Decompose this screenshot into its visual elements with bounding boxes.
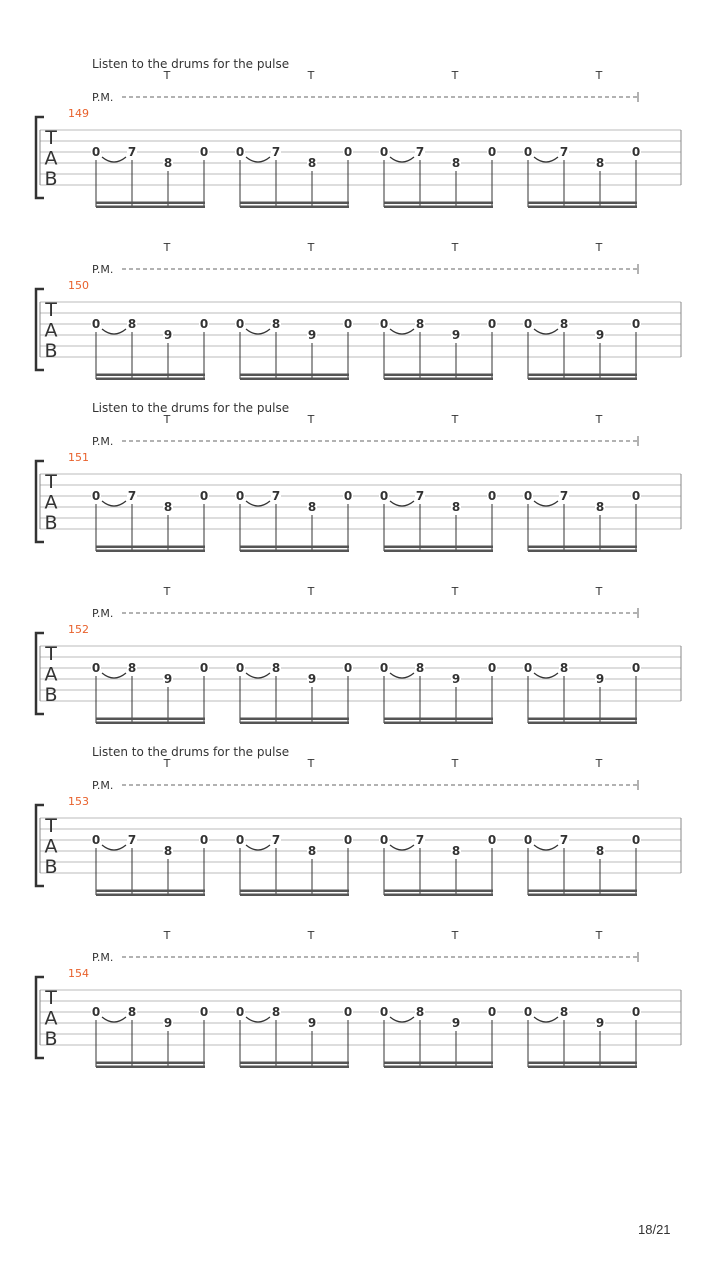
tab-clef-letter: T: [45, 471, 57, 493]
beam: [384, 894, 493, 897]
slur: [390, 673, 414, 678]
fret-number: 0: [199, 489, 209, 503]
fret-number: 0: [631, 317, 641, 331]
fret-number: 8: [595, 500, 605, 514]
fret-number: 7: [127, 489, 137, 503]
slur: [102, 1017, 126, 1022]
fret-number: 0: [487, 489, 497, 503]
fret-number: 8: [271, 661, 281, 675]
beam: [384, 1066, 493, 1069]
fret-number: 9: [307, 672, 317, 686]
beam: [240, 378, 349, 381]
fret-number: 0: [631, 489, 641, 503]
fret-number: 0: [523, 317, 533, 331]
fret-number: 0: [379, 833, 389, 847]
tab-clef-letter: A: [44, 663, 58, 686]
beam: [528, 890, 637, 893]
fret-number: 0: [199, 317, 209, 331]
fret-number: 7: [271, 833, 281, 847]
slur: [102, 329, 126, 334]
tab-clef-letter: B: [44, 684, 58, 706]
slur: [102, 157, 126, 162]
slur: [390, 157, 414, 162]
fret-number: 8: [415, 661, 425, 675]
annotation-text: Listen to the drums for the pulse: [92, 401, 290, 415]
fret-number: 0: [379, 661, 389, 675]
fret-number: 7: [415, 489, 425, 503]
fret-number: 8: [163, 844, 173, 858]
beam: [96, 722, 205, 725]
beam: [96, 206, 205, 209]
fret-number: 0: [379, 1005, 389, 1019]
fret-number: 8: [559, 1005, 569, 1019]
beam: [528, 206, 637, 209]
beam: [384, 374, 493, 377]
slur: [534, 501, 558, 506]
fret-number: 0: [379, 489, 389, 503]
tap-label: T: [307, 757, 315, 770]
tap-label: T: [163, 929, 171, 942]
palm-mute-label: P.M.: [92, 435, 114, 448]
palm-mute-label: P.M.: [92, 263, 114, 276]
fret-number: 8: [451, 156, 461, 170]
fret-number: 0: [91, 145, 101, 159]
tap-label: T: [451, 69, 459, 82]
tab-clef-letter: B: [44, 340, 58, 362]
measure-number: 152: [68, 623, 89, 636]
fret-number: 9: [595, 672, 605, 686]
fret-number: 8: [127, 661, 137, 675]
slur: [246, 329, 270, 334]
beam: [240, 1066, 349, 1069]
fret-number: 0: [199, 661, 209, 675]
beam: [96, 1066, 205, 1069]
slur: [534, 845, 558, 850]
tab-clef-letter: B: [44, 512, 58, 534]
slur: [246, 845, 270, 850]
beam: [528, 718, 637, 721]
beam: [240, 202, 349, 205]
tap-label: T: [595, 413, 603, 426]
beam: [384, 1062, 493, 1065]
fret-number: 0: [235, 489, 245, 503]
fret-number: 8: [163, 500, 173, 514]
slur: [246, 673, 270, 678]
slur: [390, 329, 414, 334]
fret-number: 8: [271, 317, 281, 331]
fret-number: 8: [307, 156, 317, 170]
fret-number: 8: [163, 156, 173, 170]
palm-mute-label: P.M.: [92, 951, 114, 964]
fret-number: 0: [343, 489, 353, 503]
beam: [240, 546, 349, 549]
slur: [390, 845, 414, 850]
fret-number: 0: [487, 145, 497, 159]
fret-number: 0: [91, 489, 101, 503]
beam: [528, 1062, 637, 1065]
beam: [384, 206, 493, 209]
fret-number: 0: [379, 145, 389, 159]
fret-number: 8: [271, 1005, 281, 1019]
fret-number: 0: [235, 661, 245, 675]
fret-number: 0: [91, 661, 101, 675]
tap-label: T: [595, 585, 603, 598]
slur: [246, 1017, 270, 1022]
tap-label: T: [307, 585, 315, 598]
tap-label: T: [451, 757, 459, 770]
fret-number: 0: [487, 317, 497, 331]
tab-clef-letter: T: [45, 127, 57, 149]
slur: [102, 673, 126, 678]
fret-number: 8: [307, 500, 317, 514]
page-number: 18/21: [638, 1222, 671, 1237]
fret-number: 0: [487, 833, 497, 847]
fret-number: 9: [595, 328, 605, 342]
tap-label: T: [163, 69, 171, 82]
fret-number: 9: [451, 328, 461, 342]
fret-number: 0: [91, 833, 101, 847]
fret-number: 0: [235, 317, 245, 331]
beam: [384, 202, 493, 205]
fret-number: 8: [307, 844, 317, 858]
fret-number: 9: [595, 1016, 605, 1030]
fret-number: 0: [343, 1005, 353, 1019]
fret-number: 0: [523, 145, 533, 159]
palm-mute-label: P.M.: [92, 607, 114, 620]
beam: [96, 378, 205, 381]
fret-number: 0: [631, 833, 641, 847]
fret-number: 0: [631, 661, 641, 675]
beam: [528, 374, 637, 377]
fret-number: 9: [163, 1016, 173, 1030]
tap-label: T: [595, 241, 603, 254]
measure-number: 151: [68, 451, 89, 464]
fret-number: 0: [487, 661, 497, 675]
annotation-text: Listen to the drums for the pulse: [92, 745, 290, 759]
fret-number: 0: [343, 317, 353, 331]
fret-number: 0: [235, 833, 245, 847]
slur: [534, 673, 558, 678]
beam: [96, 546, 205, 549]
beam: [96, 890, 205, 893]
tap-label: T: [451, 585, 459, 598]
slur: [534, 329, 558, 334]
beam: [528, 378, 637, 381]
fret-number: 9: [451, 672, 461, 686]
fret-number: 7: [271, 145, 281, 159]
beam: [528, 546, 637, 549]
tab-clef-letter: B: [44, 168, 58, 190]
fret-number: 7: [415, 145, 425, 159]
fret-number: 0: [91, 1005, 101, 1019]
tab-clef-letter: T: [45, 987, 57, 1009]
beam: [528, 1066, 637, 1069]
tap-label: T: [451, 929, 459, 942]
fret-number: 7: [559, 145, 569, 159]
tap-label: T: [163, 757, 171, 770]
fret-number: 0: [523, 661, 533, 675]
fret-number: 0: [235, 145, 245, 159]
beam: [384, 378, 493, 381]
fret-number: 9: [307, 328, 317, 342]
fret-number: 8: [451, 500, 461, 514]
tab-clef-letter: T: [45, 815, 57, 837]
fret-number: 0: [343, 145, 353, 159]
tap-label: T: [307, 241, 315, 254]
beam: [240, 374, 349, 377]
fret-number: 0: [199, 1005, 209, 1019]
palm-mute-label: P.M.: [92, 91, 114, 104]
palm-mute-label: P.M.: [92, 779, 114, 792]
tap-label: T: [451, 241, 459, 254]
fret-number: 8: [127, 1005, 137, 1019]
tab-clef-letter: A: [44, 1007, 58, 1030]
tab-clef-letter: T: [45, 299, 57, 321]
fret-number: 0: [235, 1005, 245, 1019]
slur: [534, 157, 558, 162]
fret-number: 0: [523, 489, 533, 503]
tap-label: T: [307, 69, 315, 82]
tap-label: T: [307, 929, 315, 942]
beam: [240, 722, 349, 725]
measure-number: 149: [68, 107, 89, 120]
tap-label: T: [163, 585, 171, 598]
beam: [384, 718, 493, 721]
fret-number: 7: [415, 833, 425, 847]
fret-number: 7: [559, 833, 569, 847]
tab-clef-letter: A: [44, 319, 58, 342]
beam: [384, 546, 493, 549]
fret-number: 8: [415, 1005, 425, 1019]
fret-number: 8: [127, 317, 137, 331]
fret-number: 9: [163, 328, 173, 342]
fret-number: 9: [451, 1016, 461, 1030]
fret-number: 8: [559, 317, 569, 331]
fret-number: 0: [199, 145, 209, 159]
beam: [96, 202, 205, 205]
annotation-text: Listen to the drums for the pulse: [92, 57, 290, 71]
fret-number: 8: [559, 661, 569, 675]
beam: [240, 550, 349, 553]
fret-number: 7: [127, 833, 137, 847]
slur: [246, 501, 270, 506]
tab-clef-letter: B: [44, 1028, 58, 1050]
fret-number: 8: [415, 317, 425, 331]
beam: [240, 1062, 349, 1065]
fret-number: 9: [307, 1016, 317, 1030]
fret-number: 0: [487, 1005, 497, 1019]
beam: [240, 718, 349, 721]
slur: [102, 501, 126, 506]
fret-number: 0: [379, 317, 389, 331]
fret-number: 0: [631, 1005, 641, 1019]
fret-number: 0: [343, 833, 353, 847]
beam: [528, 202, 637, 205]
beam: [384, 722, 493, 725]
measure-number: 150: [68, 279, 89, 292]
fret-number: 0: [199, 833, 209, 847]
tab-clef-letter: B: [44, 856, 58, 878]
tap-label: T: [307, 413, 315, 426]
tap-label: T: [595, 757, 603, 770]
tab-clef-letter: A: [44, 147, 58, 170]
beam: [240, 890, 349, 893]
beam: [96, 894, 205, 897]
fret-number: 7: [127, 145, 137, 159]
slur: [390, 501, 414, 506]
fret-number: 0: [523, 833, 533, 847]
fret-number: 0: [523, 1005, 533, 1019]
fret-number: 9: [163, 672, 173, 686]
measure-number: 154: [68, 967, 89, 980]
beam: [528, 722, 637, 725]
fret-number: 8: [451, 844, 461, 858]
slur: [534, 1017, 558, 1022]
tab-clef-letter: A: [44, 491, 58, 514]
fret-number: 7: [559, 489, 569, 503]
tap-label: T: [595, 929, 603, 942]
tap-label: T: [163, 241, 171, 254]
beam: [384, 550, 493, 553]
tap-label: T: [163, 413, 171, 426]
fret-number: 0: [343, 661, 353, 675]
fret-number: 8: [595, 156, 605, 170]
slur: [246, 157, 270, 162]
slur: [102, 845, 126, 850]
beam: [240, 206, 349, 209]
beam: [96, 718, 205, 721]
measure-number: 153: [68, 795, 89, 808]
beam: [96, 374, 205, 377]
slur: [390, 1017, 414, 1022]
beam: [528, 550, 637, 553]
fret-number: 8: [595, 844, 605, 858]
beam: [240, 894, 349, 897]
tab-clef-letter: T: [45, 643, 57, 665]
beam: [384, 890, 493, 893]
tap-label: T: [451, 413, 459, 426]
tap-label: T: [595, 69, 603, 82]
fret-number: 7: [271, 489, 281, 503]
tab-clef-letter: A: [44, 835, 58, 858]
fret-number: 0: [91, 317, 101, 331]
beam: [96, 1062, 205, 1065]
beam: [528, 894, 637, 897]
beam: [96, 550, 205, 553]
fret-number: 0: [631, 145, 641, 159]
